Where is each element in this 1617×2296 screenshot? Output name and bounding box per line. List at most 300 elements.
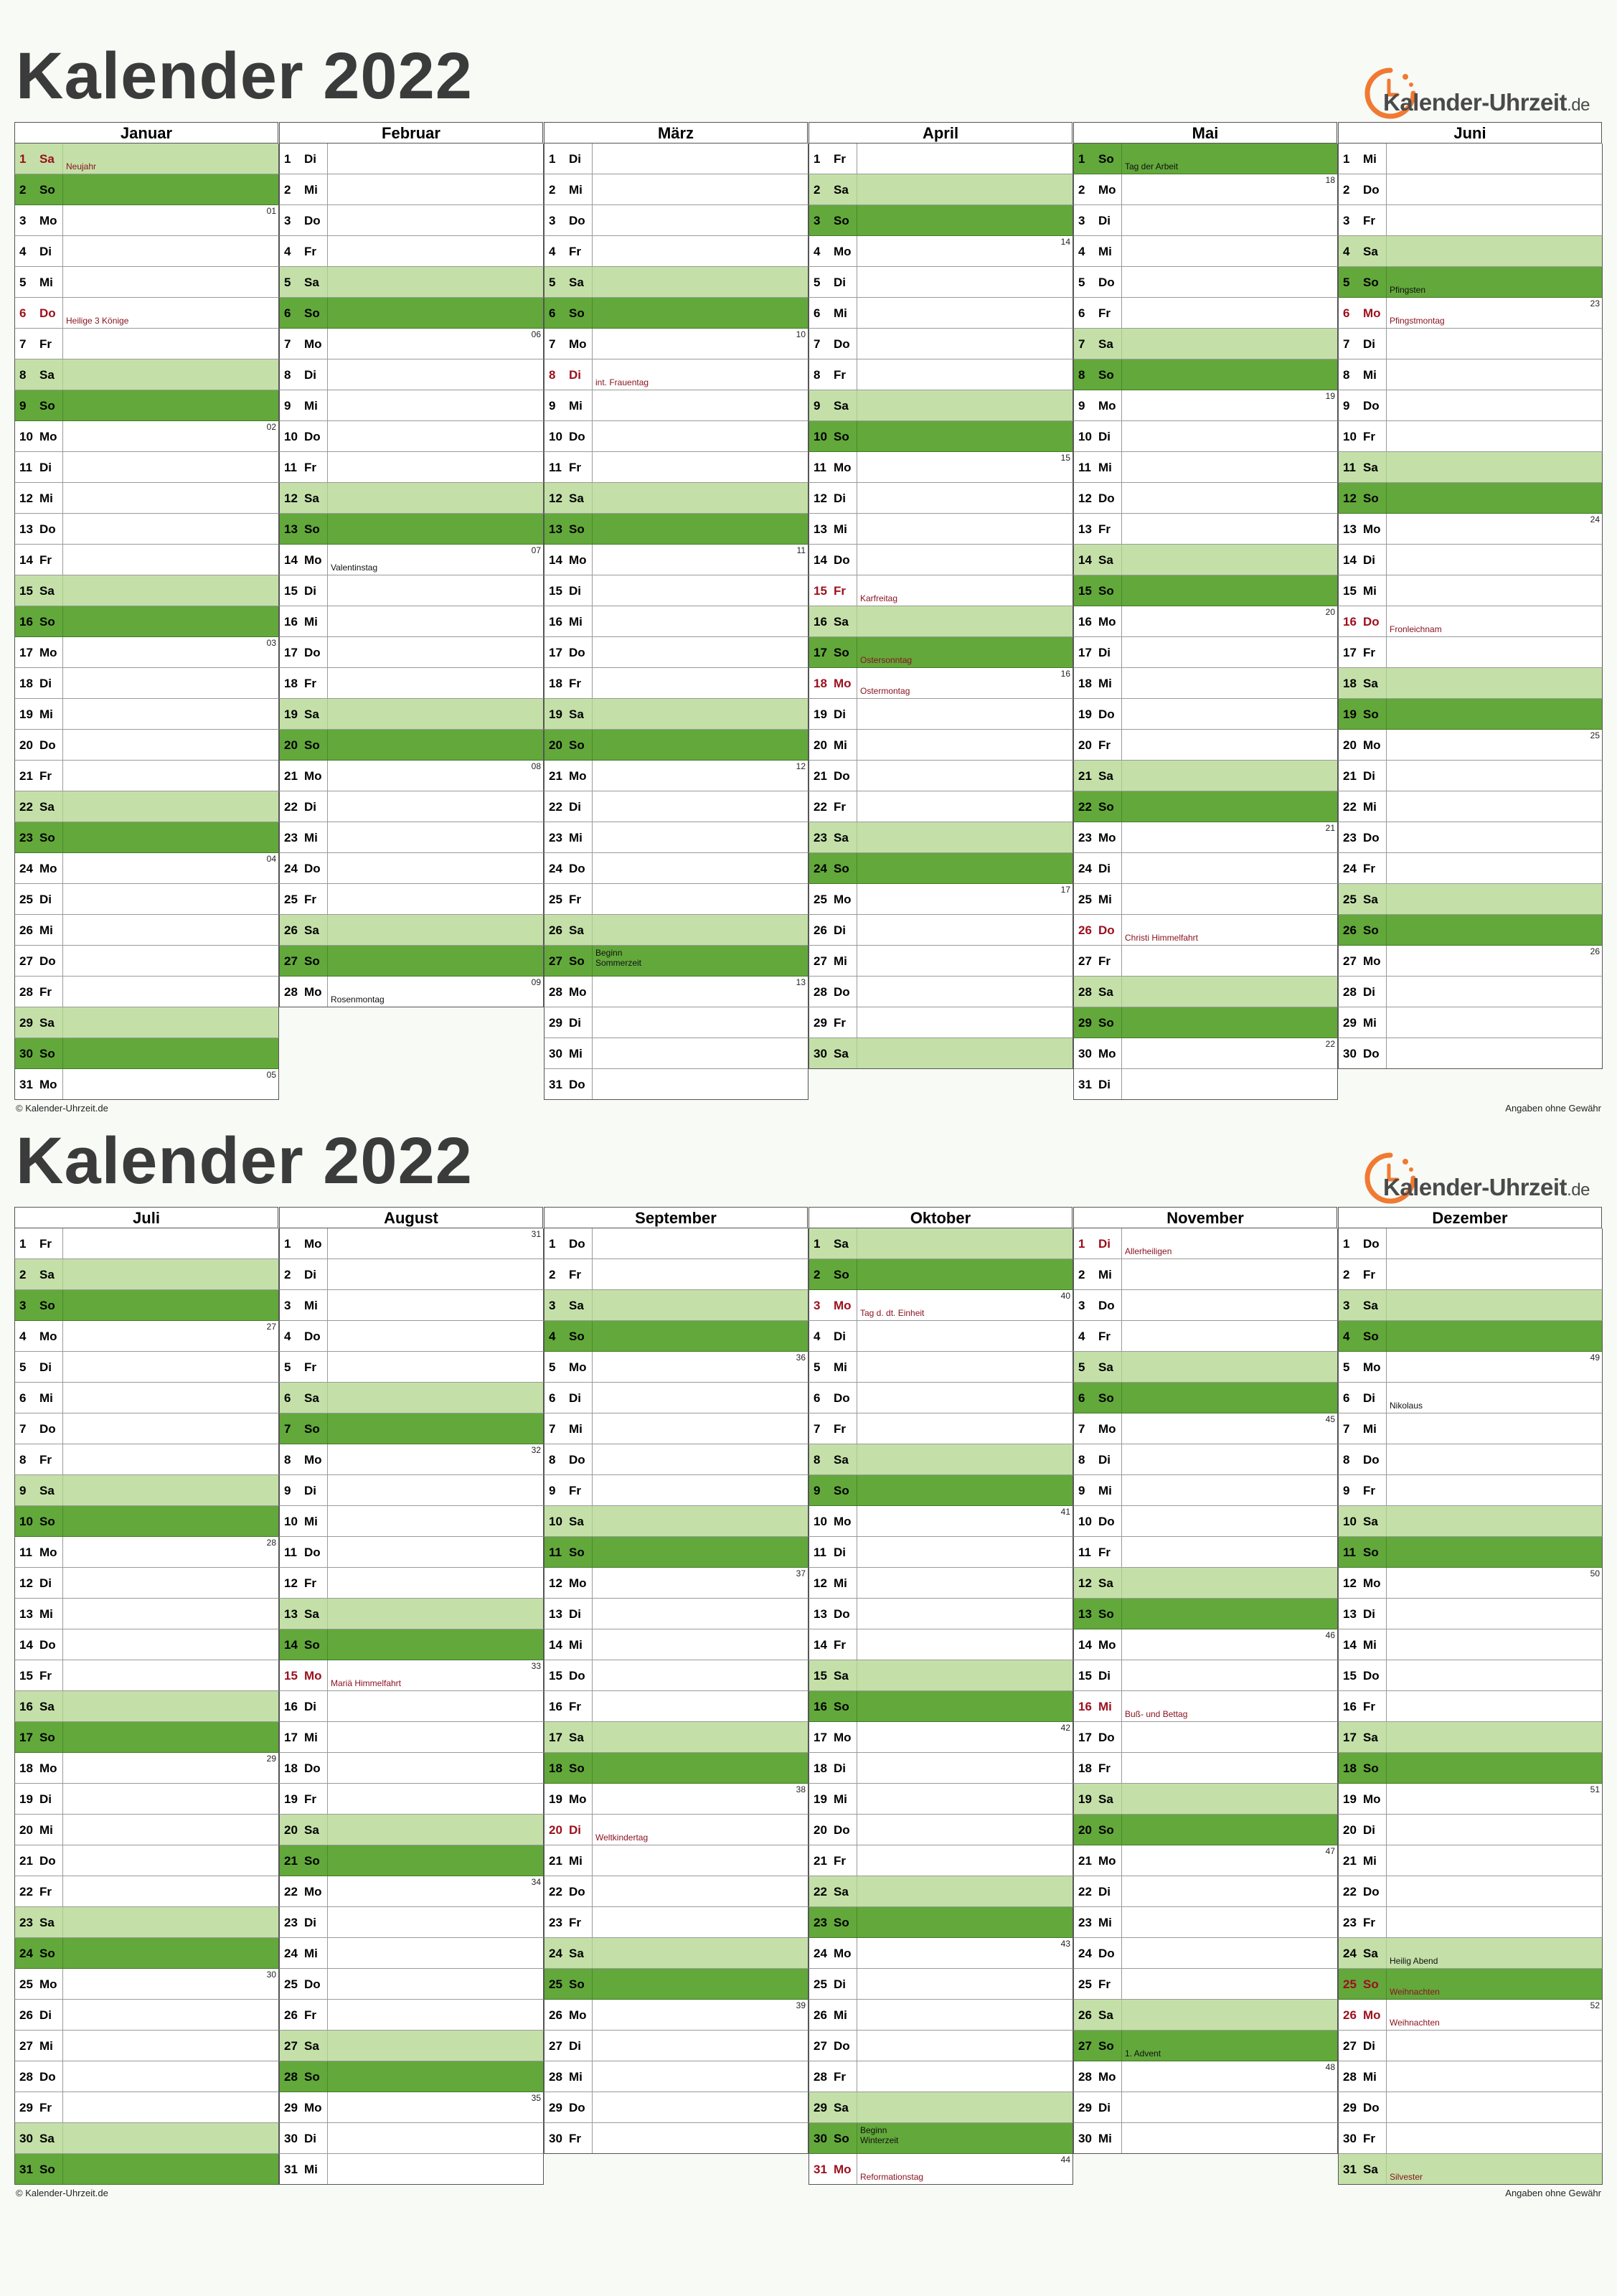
weekday: Do bbox=[834, 1607, 850, 1621]
day-cell bbox=[1338, 1969, 1603, 2000]
day-cell bbox=[1073, 1722, 1338, 1753]
day-label-cell bbox=[1074, 1413, 1122, 1444]
day-cell bbox=[1338, 1038, 1603, 1069]
weekday: Mo bbox=[569, 1792, 587, 1806]
day-cell bbox=[808, 2123, 1073, 2154]
holiday-line: Buß- und Bettag bbox=[1125, 1709, 1188, 1720]
day-cell bbox=[808, 822, 1073, 853]
weekday: Mi bbox=[569, 2070, 583, 2084]
day-label-cell bbox=[1074, 1259, 1122, 1289]
weekday: Di bbox=[304, 800, 316, 814]
weekday: Fr bbox=[39, 2101, 52, 2114]
weekday: Di bbox=[834, 491, 846, 505]
day-label-cell bbox=[15, 1444, 63, 1474]
day-cell bbox=[279, 359, 544, 390]
weekday: Mo bbox=[304, 1237, 322, 1251]
day-number: 30 bbox=[814, 1047, 827, 1060]
day-label-cell bbox=[1074, 1321, 1122, 1351]
day-number: 25 bbox=[1078, 1977, 1092, 1991]
day-cell bbox=[1338, 575, 1603, 606]
day-number: 10 bbox=[284, 430, 298, 443]
day-label-cell bbox=[1339, 298, 1387, 328]
holiday-line: Pfingsten bbox=[1390, 285, 1426, 296]
holiday-line: Rosenmontag bbox=[331, 994, 385, 1005]
weekday: Do bbox=[304, 1330, 321, 1343]
day-number: 15 bbox=[1343, 584, 1357, 598]
holiday-label bbox=[1390, 316, 1445, 326]
day-number: 6 bbox=[1343, 1391, 1350, 1405]
day-cell bbox=[808, 267, 1073, 298]
day-cell bbox=[279, 545, 544, 575]
weekday: Do bbox=[834, 553, 850, 567]
day-label-cell bbox=[809, 483, 857, 513]
day-number: 6 bbox=[19, 1391, 27, 1405]
weekday: Sa bbox=[1363, 1299, 1378, 1312]
day-number: 21 bbox=[284, 1854, 298, 1868]
day-cell bbox=[544, 205, 808, 236]
weekday: Sa bbox=[569, 1299, 584, 1312]
day-number: 10 bbox=[814, 1515, 827, 1528]
day-number: 14 bbox=[19, 553, 33, 567]
day-label-cell bbox=[1074, 483, 1122, 513]
weekday: Fr bbox=[569, 1484, 581, 1497]
day-cell bbox=[1073, 2061, 1338, 2092]
weekday: Sa bbox=[1098, 769, 1113, 783]
day-cell bbox=[808, 2154, 1073, 2185]
weekday: Do bbox=[39, 1638, 56, 1652]
day-number: 14 bbox=[814, 553, 827, 567]
week-number: 13 bbox=[796, 977, 806, 987]
day-number: 27 bbox=[1343, 2039, 1357, 2053]
weekday: So bbox=[1098, 2039, 1114, 2053]
weekday: Sa bbox=[569, 707, 584, 721]
day-number: 21 bbox=[19, 769, 33, 783]
weekday: So bbox=[569, 1545, 585, 1559]
weekday: Do bbox=[569, 2101, 585, 2114]
day-label-cell bbox=[809, 1038, 857, 1068]
day-number: 26 bbox=[284, 2008, 298, 2022]
weekday: Mo bbox=[1098, 1422, 1116, 1436]
weekday: Fr bbox=[1363, 1916, 1375, 1929]
logo-name: Kalender-Uhrzeit bbox=[1383, 89, 1568, 116]
day-cell bbox=[14, 606, 279, 637]
day-label-cell bbox=[809, 2154, 857, 2184]
day-number: 13 bbox=[549, 522, 562, 536]
day-number: 10 bbox=[1343, 430, 1357, 443]
day-label-cell bbox=[544, 1969, 593, 1999]
day-label-cell bbox=[809, 699, 857, 729]
day-cell bbox=[808, 1352, 1073, 1383]
weekday: So bbox=[834, 430, 849, 443]
day-cell bbox=[808, 174, 1073, 205]
day-number: 19 bbox=[1078, 707, 1092, 721]
day-cell bbox=[808, 915, 1073, 946]
calendar-half-2 bbox=[0, 1085, 1617, 2198]
weekday: So bbox=[39, 1515, 55, 1528]
day-label-cell bbox=[809, 236, 857, 266]
weekday: Do bbox=[1363, 1453, 1380, 1467]
weekday: Mo bbox=[304, 1669, 322, 1683]
day-number: 4 bbox=[814, 245, 821, 258]
day-number: 1 bbox=[814, 1237, 821, 1251]
day-label-cell bbox=[15, 1629, 63, 1660]
day-cell bbox=[544, 699, 808, 730]
day-label-cell bbox=[280, 791, 328, 822]
day-label-cell bbox=[15, 791, 63, 822]
day-cell bbox=[1338, 421, 1603, 452]
day-number: 27 bbox=[1078, 2039, 1092, 2053]
day-cell bbox=[14, 1599, 279, 1629]
day-label-cell bbox=[1339, 2031, 1387, 2061]
day-number: 28 bbox=[284, 985, 298, 999]
day-number: 24 bbox=[549, 1947, 562, 1960]
day-cell bbox=[14, 545, 279, 575]
holiday-label bbox=[860, 2173, 923, 2183]
weekday: Mi bbox=[1098, 677, 1112, 690]
weekday: Fr bbox=[834, 1422, 846, 1436]
day-number: 21 bbox=[1343, 769, 1357, 783]
day-label-cell bbox=[15, 452, 63, 482]
day-cell bbox=[544, 791, 808, 822]
day-cell bbox=[1338, 1413, 1603, 1444]
week-number: 31 bbox=[531, 1229, 541, 1239]
day-label-cell bbox=[280, 1907, 328, 1937]
day-number: 1 bbox=[284, 1237, 291, 1251]
day-cell bbox=[279, 1506, 544, 1537]
weekday: Mo bbox=[304, 769, 322, 783]
day-label-cell bbox=[15, 915, 63, 945]
day-number: 7 bbox=[1078, 1422, 1085, 1436]
day-cell bbox=[1338, 359, 1603, 390]
weekday: Sa bbox=[569, 1515, 584, 1528]
day-number: 13 bbox=[1343, 1607, 1357, 1621]
day-number: 28 bbox=[19, 985, 33, 999]
day-cell bbox=[1073, 452, 1338, 483]
day-cell bbox=[808, 1660, 1073, 1691]
weekday: Di bbox=[39, 1360, 52, 1374]
day-number: 17 bbox=[284, 646, 298, 659]
day-number: 25 bbox=[1343, 893, 1357, 906]
weekday: Mi bbox=[39, 1823, 53, 1837]
weekday: Di bbox=[39, 677, 52, 690]
weekday: Fr bbox=[1363, 1484, 1375, 1497]
weekday: Mo bbox=[304, 1453, 322, 1467]
day-label-cell bbox=[544, 1038, 593, 1068]
day-label-cell bbox=[280, 884, 328, 914]
weekday: Mo bbox=[834, 245, 852, 258]
week-number: 02 bbox=[266, 422, 276, 432]
day-number: 14 bbox=[19, 1638, 33, 1652]
day-number: 28 bbox=[1343, 2070, 1357, 2084]
day-cell bbox=[808, 390, 1073, 421]
holiday-label bbox=[860, 2126, 898, 2146]
day-label-cell bbox=[1074, 1938, 1122, 1968]
holiday-label bbox=[1390, 286, 1425, 296]
day-number: 4 bbox=[19, 1330, 27, 1343]
day-label-cell bbox=[544, 853, 593, 883]
weekday: Fr bbox=[1098, 522, 1111, 536]
day-label-cell bbox=[1339, 1660, 1387, 1690]
day-label-cell bbox=[809, 761, 857, 791]
day-number: 10 bbox=[1343, 1515, 1357, 1528]
week-number: 24 bbox=[1590, 514, 1600, 524]
weekday: Sa bbox=[569, 923, 584, 937]
day-label-cell bbox=[1339, 2061, 1387, 2092]
day-number: 30 bbox=[814, 2132, 827, 2145]
holiday-label bbox=[595, 378, 649, 388]
day-number: 15 bbox=[1343, 1669, 1357, 1683]
weekday: Fr bbox=[39, 553, 52, 567]
day-cell bbox=[544, 174, 808, 205]
day-cell bbox=[808, 1938, 1073, 1969]
day-number: 24 bbox=[19, 1947, 33, 1960]
day-label-cell bbox=[544, 421, 593, 451]
day-label-cell bbox=[1339, 2123, 1387, 2153]
day-number: 11 bbox=[814, 1545, 826, 1559]
day-cell bbox=[1073, 977, 1338, 1007]
weekday: Fr bbox=[39, 337, 52, 351]
weekday: Sa bbox=[834, 2101, 849, 2114]
day-label-cell bbox=[544, 575, 593, 606]
day-cell bbox=[808, 452, 1073, 483]
weekday: Do bbox=[1363, 1237, 1380, 1251]
weekday: Mi bbox=[304, 183, 318, 197]
day-number: 12 bbox=[284, 1576, 298, 1590]
day-label-cell bbox=[1339, 1228, 1387, 1258]
weekday: Fr bbox=[1098, 1545, 1111, 1559]
day-cell bbox=[279, 1722, 544, 1753]
day-label-cell bbox=[809, 1629, 857, 1660]
day-label-cell bbox=[15, 2031, 63, 2061]
weekday: Mo bbox=[834, 1515, 852, 1528]
day-cell bbox=[1073, 483, 1338, 514]
day-label-cell bbox=[809, 1007, 857, 1038]
day-cell bbox=[1073, 1537, 1338, 1568]
weekday: Sa bbox=[834, 1669, 849, 1683]
day-label-cell bbox=[15, 1228, 63, 1258]
weekday: So bbox=[39, 831, 55, 844]
day-cell bbox=[14, 1753, 279, 1784]
day-number: 4 bbox=[1343, 245, 1350, 258]
day-label-cell bbox=[809, 298, 857, 328]
day-number: 25 bbox=[549, 1977, 562, 1991]
weekday: So bbox=[1098, 1823, 1114, 1837]
weekday: Mo bbox=[1363, 1576, 1381, 1590]
day-label-cell bbox=[15, 761, 63, 791]
weekday: Sa bbox=[1098, 2008, 1113, 2022]
weekday: Sa bbox=[569, 1947, 584, 1960]
weekday: Do bbox=[834, 337, 850, 351]
day-label-cell bbox=[280, 1815, 328, 1845]
weekday: Sa bbox=[304, 923, 319, 937]
weekday: Sa bbox=[834, 1453, 849, 1467]
day-label-cell bbox=[1074, 2092, 1122, 2122]
day-cell bbox=[808, 483, 1073, 514]
day-number: 18 bbox=[1078, 677, 1092, 690]
day-number: 9 bbox=[1078, 1484, 1085, 1497]
weekday: Mo bbox=[39, 1977, 57, 1991]
day-cell bbox=[14, 452, 279, 483]
weekday: Mo bbox=[304, 337, 322, 351]
weekday: Do bbox=[1098, 707, 1115, 721]
day-label-cell bbox=[809, 1969, 857, 1999]
day-cell bbox=[1073, 236, 1338, 267]
day-number: 12 bbox=[549, 1576, 562, 1590]
day-number: 27 bbox=[284, 954, 298, 968]
day-number: 31 bbox=[284, 2163, 298, 2176]
day-label-cell bbox=[1074, 884, 1122, 914]
weekday: Mi bbox=[1363, 1422, 1377, 1436]
weekday: Fr bbox=[304, 1576, 316, 1590]
day-cell bbox=[544, 730, 808, 761]
day-label-cell bbox=[280, 2092, 328, 2122]
day-label-cell bbox=[280, 1629, 328, 1660]
day-number: 29 bbox=[1343, 1016, 1357, 1030]
day-cell bbox=[1338, 329, 1603, 359]
holiday-line: Reformationstag bbox=[860, 2172, 924, 2183]
day-label-cell bbox=[280, 637, 328, 667]
day-cell bbox=[1073, 946, 1338, 977]
day-number: 9 bbox=[1343, 399, 1350, 413]
weekday: Mi bbox=[1098, 1268, 1112, 1281]
day-number: 1 bbox=[1078, 1237, 1085, 1251]
day-cell bbox=[14, 2000, 279, 2031]
day-cell bbox=[14, 1907, 279, 1938]
weekday: Mo bbox=[39, 214, 57, 227]
day-label-cell bbox=[280, 1475, 328, 1505]
weekday: Mi bbox=[304, 615, 318, 629]
day-cell bbox=[544, 1845, 808, 1876]
weekday: Fr bbox=[569, 461, 581, 474]
holiday-label bbox=[1390, 1401, 1423, 1411]
day-cell bbox=[808, 668, 1073, 699]
day-cell bbox=[544, 2031, 808, 2061]
day-cell bbox=[279, 2123, 544, 2154]
day-number: 14 bbox=[549, 1638, 562, 1652]
day-number: 12 bbox=[284, 491, 298, 505]
day-number: 2 bbox=[814, 183, 821, 197]
day-number: 4 bbox=[284, 245, 291, 258]
day-cell bbox=[808, 977, 1073, 1007]
day-label-cell bbox=[809, 946, 857, 976]
day-number: 18 bbox=[1343, 1761, 1357, 1775]
day-cell bbox=[14, 483, 279, 514]
day-cell bbox=[279, 791, 544, 822]
weekday: Do bbox=[1363, 1885, 1380, 1899]
day-number: 23 bbox=[549, 831, 562, 844]
day-number: 31 bbox=[814, 2163, 827, 2176]
holiday-line: Ostermontag bbox=[860, 686, 910, 697]
day-number: 20 bbox=[814, 1823, 827, 1837]
day-cell bbox=[808, 1321, 1073, 1352]
day-number: 13 bbox=[814, 522, 827, 536]
day-label-cell bbox=[1074, 1568, 1122, 1598]
weekday: So bbox=[1363, 1761, 1379, 1775]
day-cell bbox=[808, 637, 1073, 668]
day-cell bbox=[808, 1691, 1073, 1722]
day-cell bbox=[279, 1907, 544, 1938]
day-number: 9 bbox=[19, 1484, 27, 1497]
logo-text bbox=[1383, 89, 1590, 116]
day-cell bbox=[1338, 791, 1603, 822]
holiday-line: int. Frauentag bbox=[595, 377, 649, 388]
weekday: Di bbox=[569, 2039, 581, 2053]
day-number: 11 bbox=[19, 1545, 32, 1559]
weekday: Fr bbox=[1098, 1977, 1111, 1991]
day-cell bbox=[1073, 1259, 1338, 1290]
day-number: 3 bbox=[284, 1299, 291, 1312]
weekday: So bbox=[834, 1916, 849, 1929]
day-cell bbox=[808, 1444, 1073, 1475]
day-label-cell bbox=[1339, 1383, 1387, 1413]
holiday-label bbox=[66, 316, 128, 326]
holiday-label bbox=[595, 1833, 648, 1843]
logo-tld: .de bbox=[1567, 95, 1590, 115]
day-cell bbox=[279, 853, 544, 884]
holiday-label bbox=[860, 594, 897, 604]
weekday: Di bbox=[1363, 1391, 1375, 1405]
day-label-cell bbox=[809, 359, 857, 390]
day-number: 24 bbox=[19, 862, 33, 875]
day-cell bbox=[1338, 1475, 1603, 1506]
day-number: 20 bbox=[1078, 1823, 1092, 1837]
week-number: 18 bbox=[1325, 175, 1335, 185]
day-label-cell bbox=[1074, 1038, 1122, 1068]
weekday: Di bbox=[1098, 646, 1111, 659]
weekday: Fr bbox=[39, 985, 52, 999]
weekday: Mi bbox=[834, 2008, 847, 2022]
day-label-cell bbox=[1074, 329, 1122, 359]
week-number: 47 bbox=[1325, 1846, 1335, 1856]
weekday: Di bbox=[304, 1700, 316, 1713]
day-cell bbox=[14, 730, 279, 761]
weekday: So bbox=[834, 214, 849, 227]
day-number: 25 bbox=[19, 893, 33, 906]
day-cell bbox=[808, 1413, 1073, 1444]
weekday: Di bbox=[569, 1823, 581, 1837]
day-label-cell bbox=[1074, 637, 1122, 667]
day-number: 8 bbox=[284, 368, 291, 382]
day-number: 30 bbox=[1078, 1047, 1092, 1060]
weekday: Mi bbox=[1098, 245, 1112, 258]
weekday: Fr bbox=[569, 1700, 581, 1713]
day-label-cell bbox=[544, 1660, 593, 1690]
day-label-cell bbox=[809, 2061, 857, 2092]
week-number: 15 bbox=[1060, 453, 1070, 463]
day-number: 30 bbox=[549, 1047, 562, 1060]
weekday: Mo bbox=[569, 769, 587, 783]
day-label-cell bbox=[809, 1691, 857, 1721]
day-label-cell bbox=[809, 205, 857, 235]
day-label-cell bbox=[1074, 1753, 1122, 1783]
day-cell bbox=[14, 1383, 279, 1413]
month-header: August bbox=[279, 1207, 543, 1228]
day-label-cell bbox=[1074, 174, 1122, 204]
day-cell bbox=[1073, 359, 1338, 390]
day-cell bbox=[544, 1784, 808, 1815]
day-number: 25 bbox=[284, 893, 298, 906]
day-number: 18 bbox=[284, 677, 298, 690]
day-cell bbox=[544, 2092, 808, 2123]
day-number: 18 bbox=[1078, 1761, 1092, 1775]
day-cell bbox=[14, 1259, 279, 1290]
day-cell bbox=[544, 637, 808, 668]
weekday: Mi bbox=[834, 1360, 847, 1374]
day-number: 9 bbox=[284, 1484, 291, 1497]
weekday: Sa bbox=[39, 1268, 55, 1281]
day-cell bbox=[544, 761, 808, 791]
weekday: Sa bbox=[39, 368, 55, 382]
